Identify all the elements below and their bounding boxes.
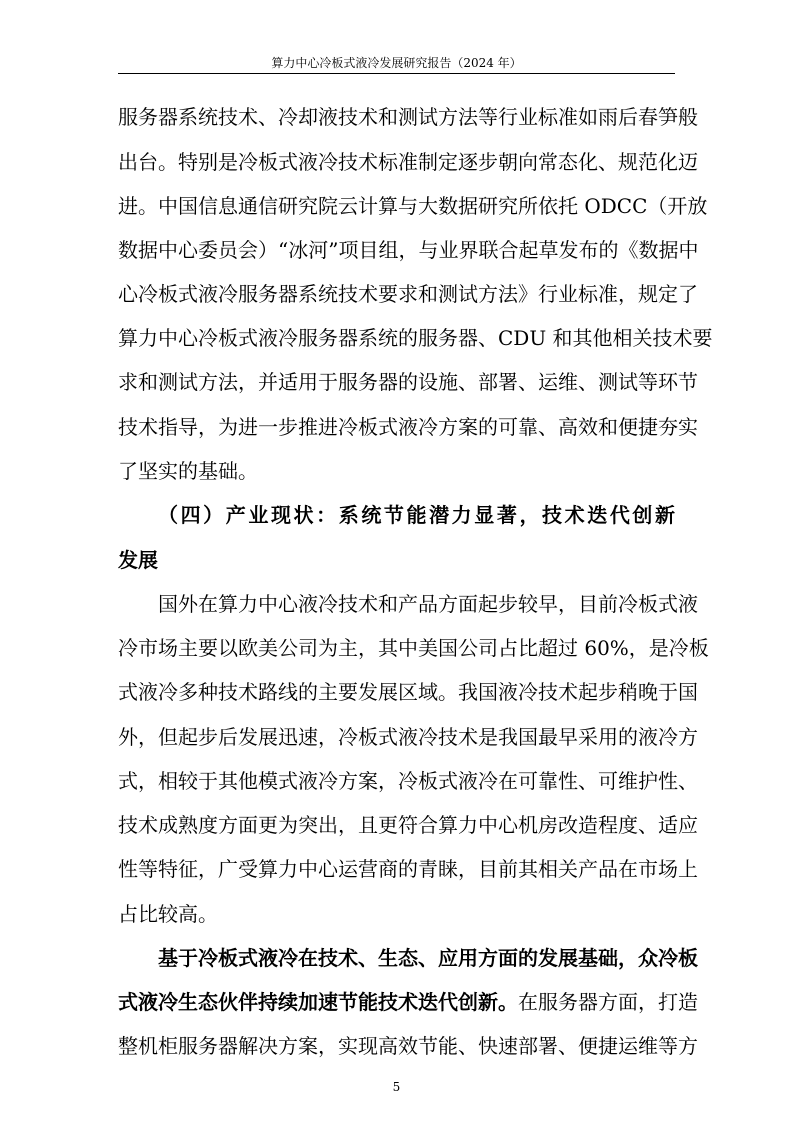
paragraph-line-bold: 基于冷板式液冷在技术、生态、应用方面的发展基础，众冷板 [158,946,698,970]
paragraph-line: 技术指导，为进一步推进冷板式液冷方案的可靠、高效和便捷夯实 [118,415,698,439]
sentence-continuation: 在服务器方面，打造 [518,990,698,1014]
page-number: 5 [392,1080,401,1094]
paragraph-line: 技术成熟度方面更为突出，且更符合算力中心机房改造程度、适应 [118,813,698,837]
paragraph-line: 服务器系统技术、冷却液技术和测试方法等行业标准如雨后春笋般 [118,105,698,129]
paragraph-line-mixed [118,990,698,1014]
paragraph-line: 进。中国信息通信研究院云计算与大数据研究所依托 ODCC（开放 [118,194,708,218]
paragraph-line: 算力中心冷板式液冷服务器系统的服务器、CDU 和其他相关技术要 [118,326,713,350]
section-heading-continued: 发展 [118,548,158,572]
paragraph-line: 出台。特别是冷板式液冷技术标准制定逐步朝向常态化、规范化迈 [118,150,698,174]
paragraph-line: 求和测试方法，并适用于服务器的设施、部署、运维、测试等环节 [118,370,698,394]
paragraph-line: 式，相较于其他模式液冷方案，冷板式液冷在可靠性、可维护性、 [118,769,698,793]
paragraph-line: 了坚实的基础。 [118,459,258,483]
paragraph-line: 性等特征，广受算力中心运营商的青睐，目前其相关产品在市场上 [118,857,698,881]
running-header: 算力中心冷板式液冷发展研究报告（2024 年） [271,56,522,70]
section-heading: （四）产业现状：系统节能潜力显著，技术迭代创新 [158,503,675,527]
paragraph-line: 心冷板式液冷服务器系统技术要求和测试方法》行业标准，规定了 [118,282,698,306]
paragraph-line: 外，但起步后发展迅速，冷板式液冷技术是我国最早采用的液冷方 [118,725,698,749]
paragraph-line: 整机柜服务器解决方案，实现高效节能、快速部署、便捷运维等方 [118,1034,698,1058]
paragraph-line: 冷市场主要以欧美公司为主，其中美国公司占比超过 60%，是冷板 [118,636,709,660]
paragraph-line: 国外在算力中心液冷技术和产品方面起步较早，目前冷板式液 [158,592,698,616]
paragraph-line: 式液冷多种技术路线的主要发展区域。我国液冷技术起步稍晚于国 [118,680,698,704]
paragraph-line: 数据中心委员会）“冰河”项目组，与业界联合起草发布的《数据中 [118,238,699,262]
bold-lead-sentence: 式液冷生态伙伴持续加速节能技术迭代创新。 [118,990,518,1014]
paragraph-line: 占比较高。 [118,902,218,926]
header-rule [118,73,675,74]
